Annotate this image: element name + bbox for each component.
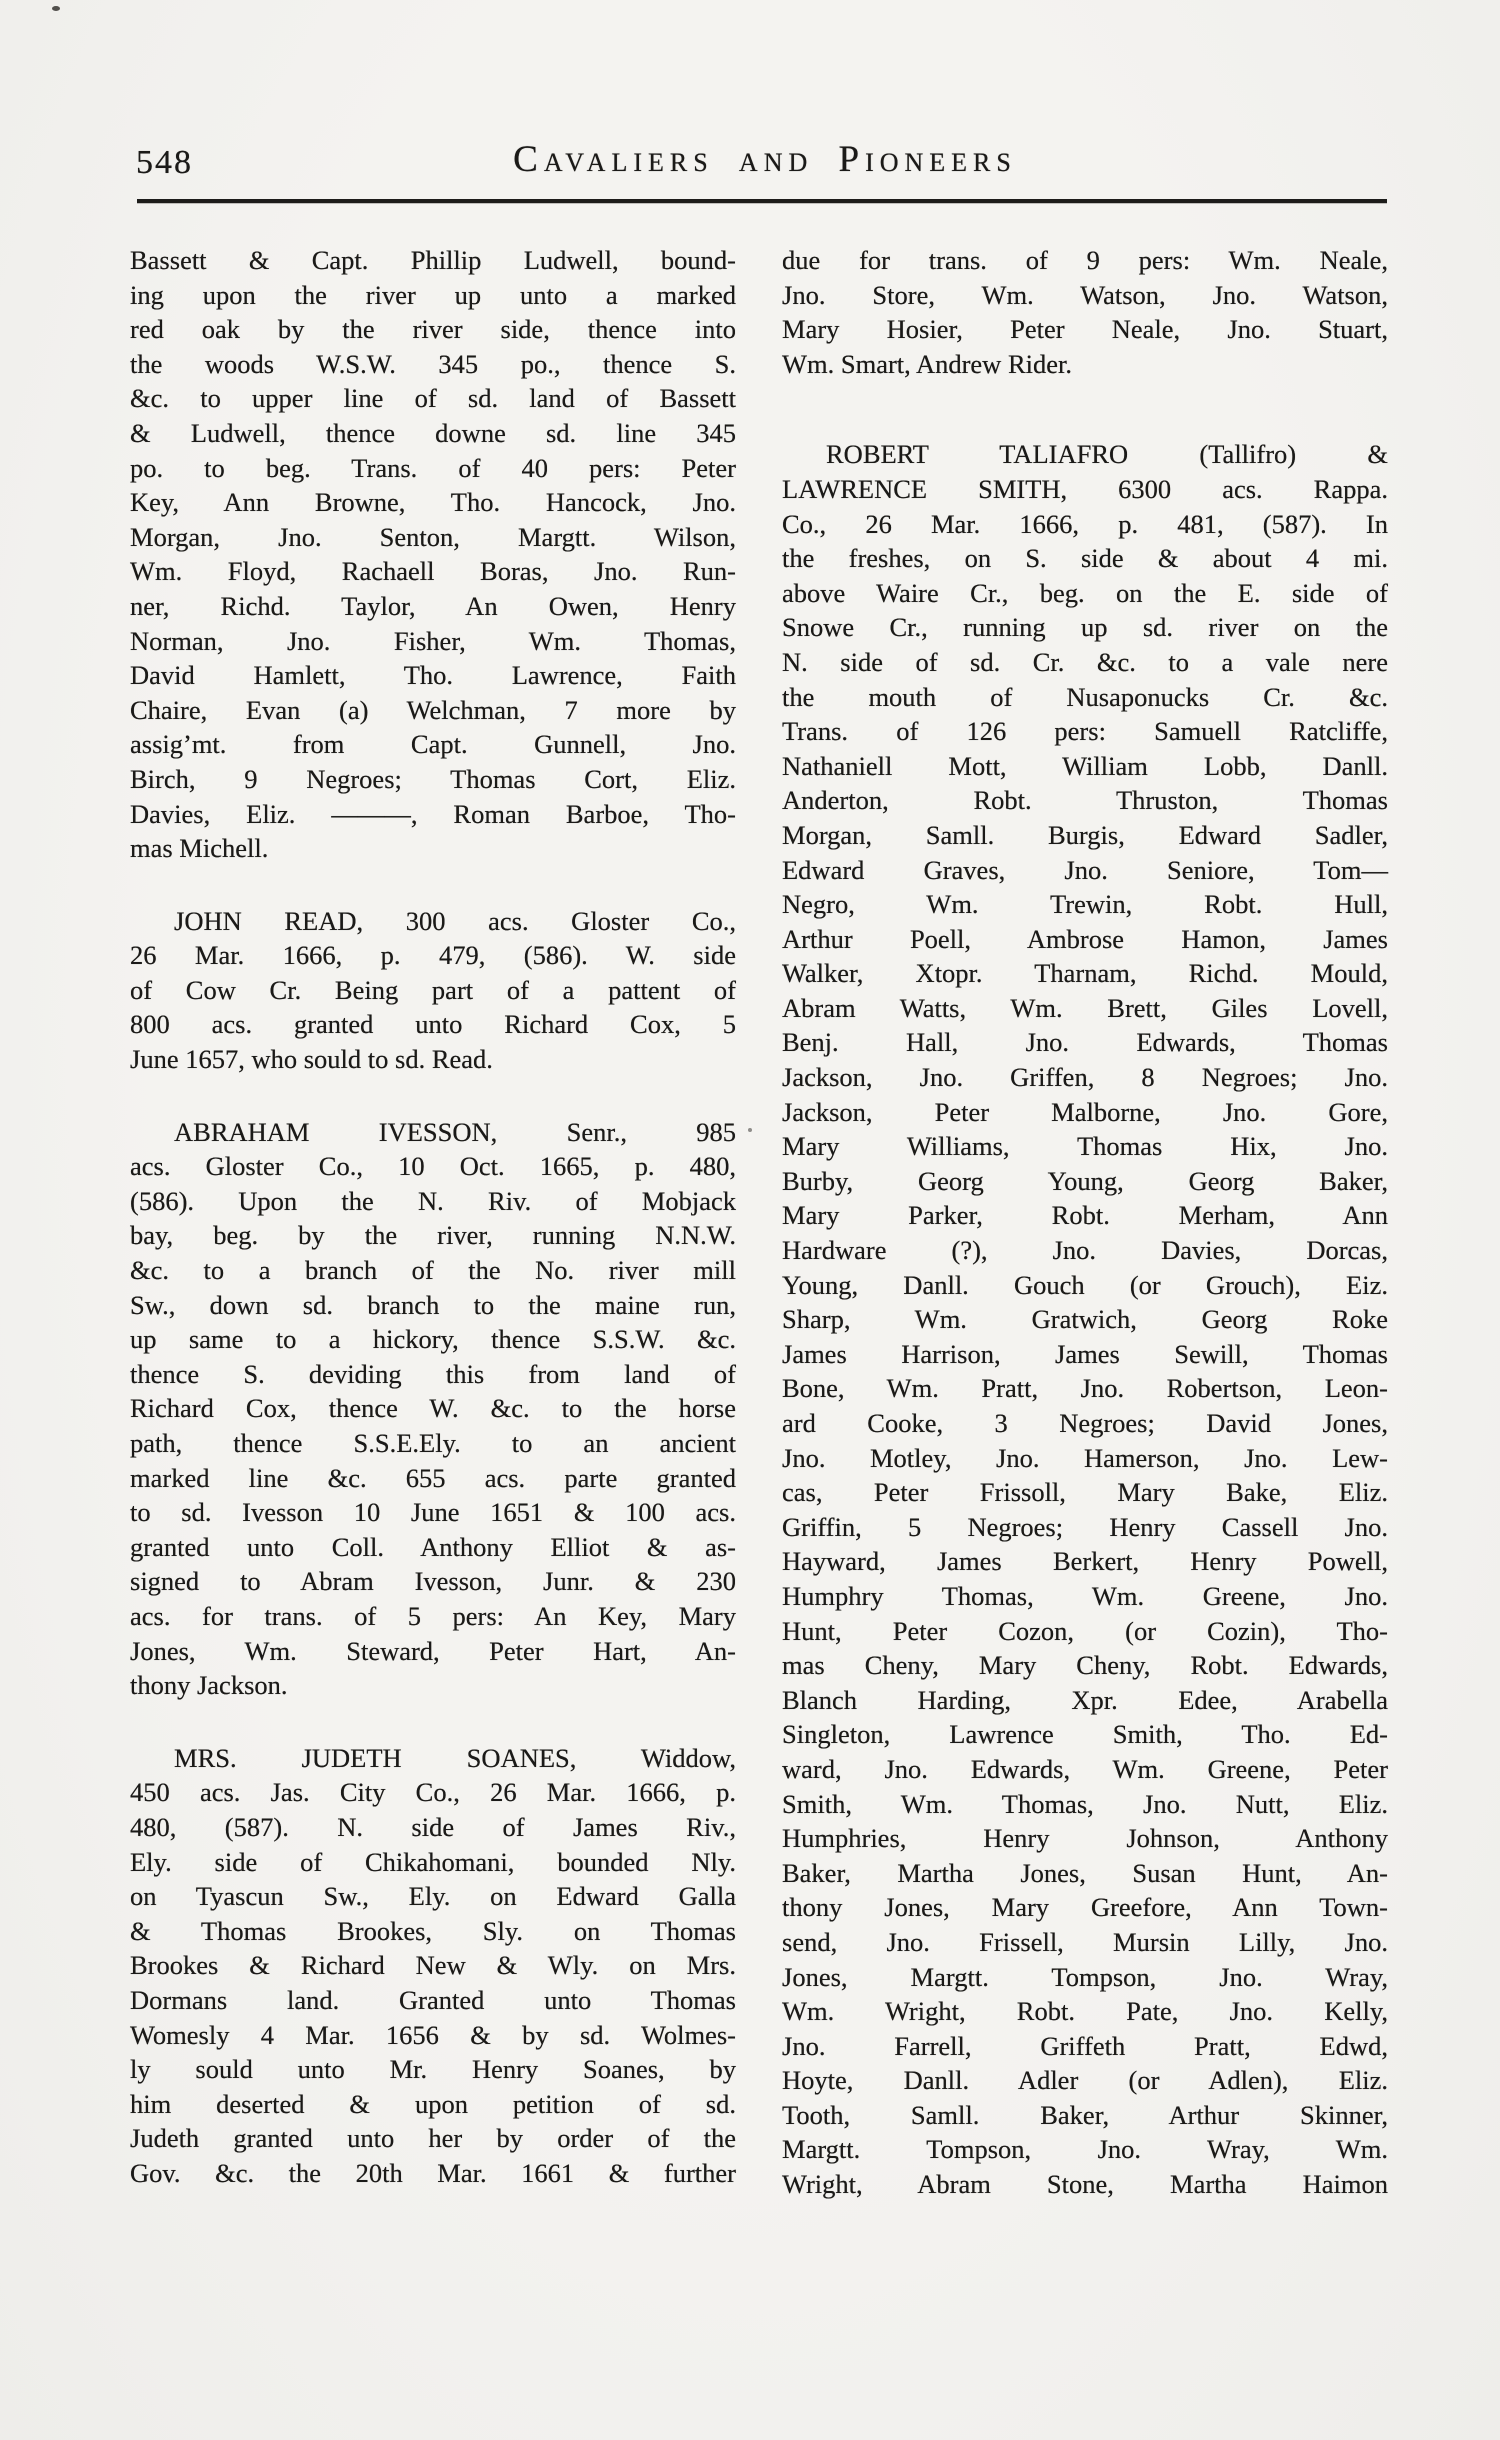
text-line: James Harrison, James Sewill, Thomas [782, 1338, 1388, 1369]
text-line: to sd. Ivesson 10 June 1651 & 100 acs. [130, 1497, 736, 1528]
text-line: &c. to a branch of the No. river mill [130, 1255, 736, 1286]
text-line: Benj. Hall, Jno. Edwards, Thomas [782, 1027, 1388, 1058]
text-line: 480, (587). N. side of James Riv., [130, 1811, 736, 1842]
text-line: LAWRENCE SMITH, 6300 acs. Rappa. [782, 473, 1388, 504]
text-line: him deserted & upon petition of sd. [130, 2088, 736, 2119]
paragraph-judeth-soanes [130, 1741, 736, 2191]
text-line: Chaire, Evan (a) Welchman, 7 more by [130, 694, 736, 725]
text-line: &c. to upper line of sd. land of Bassett [130, 383, 736, 414]
text-line: marked line &c. 655 acs. parte granted [130, 1462, 736, 1493]
text-line: ard Cooke, 3 Negroes; David Jones, [782, 1408, 1388, 1438]
text-line: Young, Danll. Gouch (or Grouch), Eiz. [782, 1269, 1388, 1300]
text-line: red oak by the river side, thence into [130, 314, 736, 345]
text-line: & Ludwell, thence downe sd. line 345 [130, 417, 736, 448]
text-line: 26 Mar. 1666, p. 479, (586). W. side [130, 940, 736, 971]
text-line: ROBERT TALIAFRO (Tallifro) & [826, 439, 1388, 470]
text-line: Bone, Wm. Pratt, Jno. Robertson, Leon- [782, 1373, 1388, 1404]
text-line: the freshes, on S. side & about 4 mi. [782, 543, 1388, 574]
text-line: Nathaniell Mott, William Lobb, Danll. [782, 750, 1388, 781]
text-line: Hardware (?), Jno. Davies, Dorcas, [782, 1235, 1388, 1266]
paragraph-abraham-ivesson [130, 1115, 736, 1703]
text-line: thence S. deviding this from land of [130, 1358, 736, 1389]
text-line: Brookes & Richard New & Wly. on Mrs. [130, 1950, 736, 1981]
text-line: Jones, Wm. Steward, Peter Hart, An- [130, 1635, 736, 1666]
text-line: Ely. side of Chikahomani, bounded Nly. [130, 1846, 736, 1877]
text-line: the woods W.S.W. 345 po., thence S. [130, 348, 736, 379]
text-line: MRS. JUDETH SOANES, Widdow, [174, 1742, 736, 1773]
text-line: Wm. Wright, Robt. Pate, Jno. Kelly, [782, 1996, 1388, 2027]
text-line: Mary Parker, Robt. Merham, Ann [782, 1200, 1388, 1231]
text-line: & Thomas Brookes, Sly. on Thomas [130, 1915, 736, 1946]
text-line: Wm. Floyd, Rachaell Boras, Jno. Run- [130, 556, 736, 587]
text-line: Wm. Smart, Andrew Rider. [782, 348, 1072, 379]
paragraph-taliafro-smith [782, 437, 1388, 2201]
text-line: David Hamlett, Tho. Lawrence, Faith [130, 660, 736, 691]
text-line: ABRAHAM IVESSON, Senr., 985 [174, 1116, 736, 1147]
text-line: Negro, Wm. Trewin, Robt. Hull, [782, 889, 1388, 920]
text-line: Smith, Wm. Thomas, Jno. Nutt, Eliz. [782, 1788, 1388, 1819]
text-line: path, thence S.S.E.Ely. to an ancient [130, 1428, 736, 1458]
text-line: Snowe Cr., running up sd. river on the [782, 612, 1388, 643]
text-line: Baker, Martha Jones, Susan Hunt, An- [782, 1857, 1388, 1888]
text-line: Birch, 9 Negroes; Thomas Cort, Eliz. [130, 763, 736, 794]
text-line: Judeth granted unto her by order of the [130, 2123, 736, 2154]
text-line: Mary Hosier, Peter Neale, Jno. Stuart, [782, 314, 1388, 345]
text-line: Wright, Abram Stone, Martha Haimon [782, 2169, 1388, 2200]
text-line: Blanch Harding, Xpr. Edee, Arabella [782, 1684, 1388, 1715]
text-line: Morgan, Jno. Senton, Margtt. Wilson, [130, 521, 736, 552]
text-line: Humphries, Henry Johnson, Anthony [782, 1823, 1388, 1854]
text-line: thony Jackson. [130, 1670, 288, 1701]
text-line: ing upon the river up unto a marked [130, 279, 736, 310]
text-line: thony Jones, Mary Greefore, Ann Town- [782, 1892, 1388, 1923]
text-line: Singleton, Lawrence Smith, Tho. Ed- [782, 1719, 1388, 1750]
text-line: cas, Peter Frissoll, Mary Bake, Eliz. [782, 1477, 1388, 1508]
text-line: acs. Gloster Co., 10 Oct. 1665, p. 480, [130, 1151, 736, 1182]
text-line: Morgan, Samll. Burgis, Edward Sadler, [782, 819, 1388, 850]
text-line: Jno. Farrell, Griffeth Pratt, Edwd, [782, 2030, 1388, 2061]
text-line: Trans. of 126 pers: Samuell Ratcliffe, [782, 716, 1388, 747]
text-line: Hayward, James Berkert, Henry Powell, [782, 1546, 1388, 1577]
text-line: Richard Cox, thence W. &c. to the horse [130, 1393, 736, 1424]
text-line: Hoyte, Danll. Adler (or Adlen), Eliz. [782, 2065, 1388, 2096]
running-head-title: Cavaliers and Pioneers [513, 139, 1017, 180]
text-line: Humphry Thomas, Wm. Greene, Jno. [782, 1580, 1388, 1611]
text-line: Hunt, Peter Cozon, (or Cozin), Tho- [782, 1615, 1388, 1646]
text-line: Walker, Xtopr. Tharnam, Richd. Mould, [782, 958, 1388, 989]
text-line: above Waire Cr., beg. on the E. side of [782, 577, 1388, 608]
right-column [782, 243, 1388, 2202]
text-line: po. to beg. Trans. of 40 pers: Peter [130, 452, 736, 483]
text-line: mas Cheny, Mary Cheny, Robt. Edwards, [782, 1650, 1388, 1681]
paragraph-bassett-ludwell-continuation [130, 243, 736, 866]
text-line: mas Michell. [130, 833, 269, 864]
text-line: June 1657, who sould to sd. Read. [130, 1044, 493, 1075]
text-line: up same to a hickory, thence S.S.W. &c. [130, 1324, 736, 1355]
header-rule [137, 199, 1387, 203]
page-number: 548 [136, 144, 193, 181]
text-line: ward, Jno. Edwards, Wm. Greene, Peter [782, 1753, 1388, 1784]
text-line: ly sould unto Mr. Henry Soanes, by [130, 2054, 736, 2085]
text-line: Jno. Motley, Jno. Hamerson, Jno. Lew- [782, 1442, 1388, 1473]
text-line: Margtt. Tompson, Jno. Wray, Wm. [782, 2134, 1388, 2165]
text-line: ner, Richd. Taylor, An Owen, Henry [130, 590, 736, 621]
text-line: Mary Williams, Thomas Hix, Jno. [782, 1131, 1388, 1162]
text-line: Tooth, Samll. Baker, Arthur Skinner, [782, 2099, 1388, 2130]
text-line: Jackson, Jno. Griffen, 8 Negroes; Jno. [782, 1062, 1388, 1093]
paragraph-neale-continuation [782, 243, 1388, 381]
text-line: JOHN READ, 300 acs. Gloster Co., [174, 905, 736, 936]
text-line: acs. for trans. of 5 pers: An Key, Mary [130, 1600, 736, 1631]
text-line: 450 acs. Jas. City Co., 26 Mar. 1666, p. [130, 1777, 736, 1808]
text-line: Davies, Eliz. ———, Roman Barboe, Tho- [130, 798, 736, 829]
text-line: on Tyascun Sw., Ely. on Edward Galla [130, 1881, 736, 1912]
text-line: Womesly 4 Mar. 1656 & by sd. Wolmes- [130, 2019, 736, 2050]
text-line: (586). Upon the N. Riv. of Mobjack [130, 1185, 736, 1216]
text-line: Co., 26 Mar. 1666, p. 481, (587). In [782, 508, 1388, 539]
text-line: N. side of sd. Cr. &c. to a vale nere [782, 646, 1388, 677]
text-line: Edward Graves, Jno. Seniore, Tom— [782, 854, 1388, 885]
text-line: assig’mt. from Capt. Gunnell, Jno. [130, 729, 736, 760]
text-line: Sharp, Wm. Gratwich, Georg Roke [782, 1304, 1388, 1335]
text-line: Norman, Jno. Fisher, Wm. Thomas, [130, 625, 736, 656]
text-line: Gov. &c. the 20th Mar. 1661 & further [130, 2157, 736, 2188]
text-line: 800 acs. granted unto Richard Cox, 5 [130, 1009, 736, 1040]
scan-speck [52, 6, 60, 11]
paragraph-john-read [130, 904, 736, 1077]
text-line: due for trans. of 9 pers: Wm. Neale, [782, 245, 1388, 275]
text-line: Dormans land. Granted unto Thomas [130, 1984, 736, 2015]
text-line: Griffin, 5 Negroes; Henry Cassell Jno. [782, 1511, 1388, 1542]
text-line: bay, beg. by the river, running N.N.W. [130, 1220, 736, 1251]
text-line: of Cow Cr. Being part of a pattent of [130, 974, 736, 1005]
scan-speck [748, 1128, 752, 1132]
text-line: Burby, Georg Young, Georg Baker, [782, 1165, 1388, 1196]
text-line: Anderton, Robt. Thruston, Thomas [782, 785, 1388, 816]
text-line: Sw., down sd. branch to the maine run, [130, 1289, 736, 1320]
text-line: Abram Watts, Wm. Brett, Giles Lovell, [782, 992, 1388, 1023]
text-line: Bassett & Capt. Phillip Ludwell, bound- [130, 245, 736, 275]
text-line: Jackson, Peter Malborne, Jno. Gore, [782, 1096, 1388, 1127]
text-line: signed to Abram Ivesson, Junr. & 230 [130, 1566, 736, 1597]
text-line: send, Jno. Frissell, Mursin Lilly, Jno. [782, 1926, 1388, 1957]
left-column [130, 243, 736, 2190]
text-line: granted unto Coll. Anthony Elliot & as- [130, 1531, 736, 1562]
text-line: Jones, Margtt. Tompson, Jno. Wray, [782, 1961, 1388, 1992]
text-line: Arthur Poell, Ambrose Hamon, James [782, 923, 1388, 954]
text-line: Key, Ann Browne, Tho. Hancock, Jno. [130, 487, 736, 518]
text-line: the mouth of Nusaponucks Cr. &c. [782, 681, 1388, 712]
text-line: Jno. Store, Wm. Watson, Jno. Watson, [782, 279, 1388, 310]
